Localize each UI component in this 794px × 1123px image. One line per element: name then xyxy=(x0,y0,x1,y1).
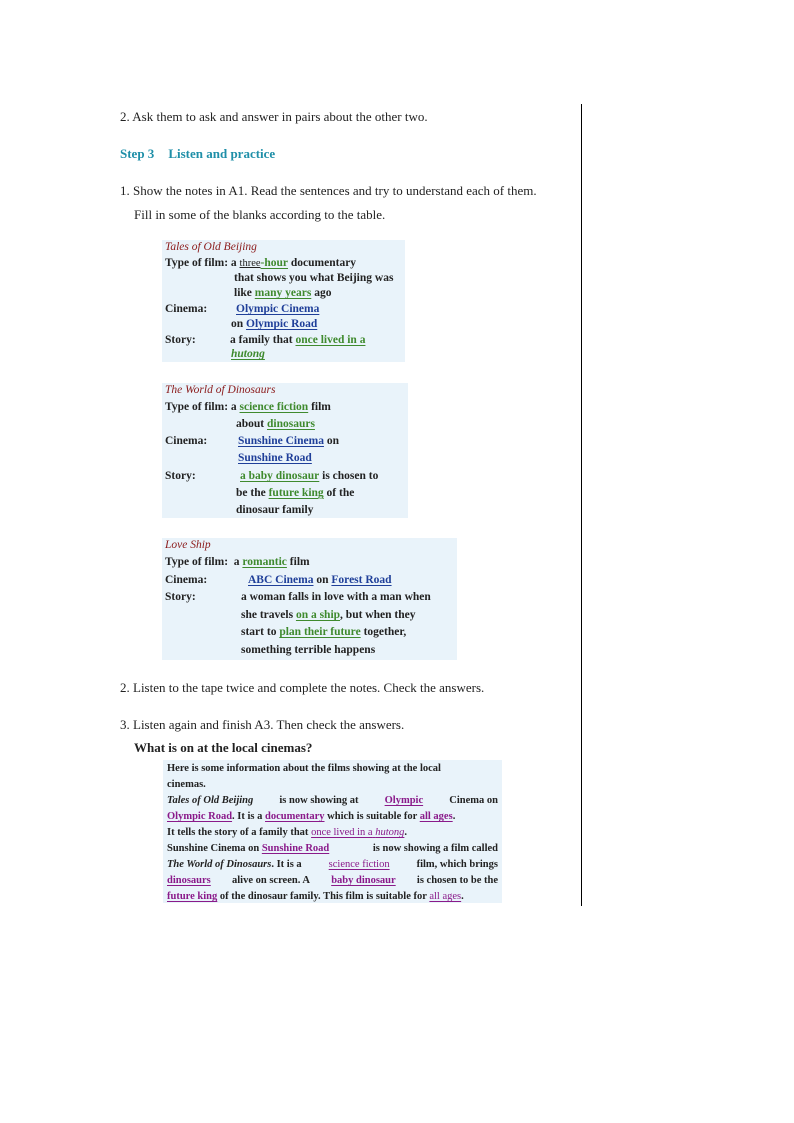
film2-about-row xyxy=(236,417,315,431)
word: start to xyxy=(241,626,277,638)
step-title: Listen and practice xyxy=(168,146,276,161)
word: she travels xyxy=(241,609,294,621)
type-label: Type of film: xyxy=(165,257,229,269)
film1-story-row xyxy=(230,333,365,347)
text: alive on screen. A xyxy=(232,875,310,886)
answer-lived xyxy=(311,827,404,838)
text: Sunshine Cinema on xyxy=(167,843,260,854)
answer-three: three xyxy=(239,258,261,269)
film2-type-row xyxy=(165,400,331,414)
passage-line xyxy=(167,810,498,823)
step-heading xyxy=(120,146,289,162)
film2-story-row xyxy=(240,469,378,483)
text: . xyxy=(404,827,408,838)
text: . It is a xyxy=(232,811,263,822)
answer-olympic: Olympic xyxy=(384,795,424,806)
film1-notes xyxy=(162,240,405,362)
word: be the xyxy=(236,487,266,499)
film3-title: Love Ship xyxy=(165,539,211,551)
answer-cinema: Sunshine Cinema xyxy=(238,435,324,447)
text: once lived in a xyxy=(311,827,373,838)
text: is now showing at xyxy=(279,795,359,806)
answer-cinema: Olympic Cinema xyxy=(236,303,320,315)
answer-about: dinosaurs xyxy=(267,418,315,430)
film1-like-row xyxy=(234,286,331,300)
film1-road-row xyxy=(231,317,317,331)
answer-documentary: documentary xyxy=(265,811,325,822)
text: It tells the story of a family that xyxy=(167,827,309,838)
film3-line: a woman falls in love with a man when xyxy=(241,591,431,603)
answer-lived: once lived in a xyxy=(295,334,366,346)
word: like xyxy=(234,287,252,299)
film1-line: that shows you what Beijing was xyxy=(234,272,394,284)
answer-hutong: hutong xyxy=(231,348,265,360)
step-number: Step 3 xyxy=(120,146,155,161)
film1-title: Tales of Old Beijing xyxy=(165,241,257,253)
text: of the dinosaur family. This film is suitable for xyxy=(219,891,427,902)
passage-line xyxy=(167,794,498,807)
answer-scifi: science fiction xyxy=(328,859,390,870)
film3-notes xyxy=(162,538,457,660)
type-label: Type of film: xyxy=(165,556,229,568)
word: film xyxy=(311,401,331,413)
word: a xyxy=(230,257,237,269)
word: together, xyxy=(363,626,407,638)
word: film xyxy=(289,556,310,568)
word: , but when they xyxy=(340,609,416,621)
answer-king: future king xyxy=(167,891,218,902)
film3-plan-row xyxy=(241,625,406,639)
text: film, which brings xyxy=(416,859,498,870)
word: of the xyxy=(326,487,355,499)
film-title: The World of Dinosaurs xyxy=(167,859,272,870)
answer-olympic-road: Olympic Road xyxy=(167,811,233,822)
answer-years: many years xyxy=(254,287,312,299)
answer-ship: on a ship xyxy=(295,609,341,621)
answer-genre: romantic xyxy=(242,556,287,568)
text: is now showing a film called xyxy=(372,843,498,854)
story-label: Story: xyxy=(165,470,196,482)
word: on xyxy=(326,435,339,447)
answer-cinema: ABC Cinema xyxy=(248,574,314,586)
word: on xyxy=(231,318,244,330)
text: hutong xyxy=(375,827,405,838)
film2-king-row xyxy=(236,486,354,500)
film2-title: The World of Dinosaurs xyxy=(165,384,276,396)
passage-box xyxy=(163,760,502,903)
answer-baby: baby dinosaur xyxy=(331,875,396,886)
word: a xyxy=(230,401,237,413)
word: about xyxy=(236,418,265,430)
cinema-label: Cinema: xyxy=(165,435,208,447)
answer-all-ages: all ages xyxy=(429,891,462,902)
text: is chosen to be the xyxy=(416,875,498,886)
answer-hour: -hour xyxy=(260,257,289,269)
answer-road: Sunshine Road xyxy=(238,452,312,464)
answer-dinosaurs: dinosaurs xyxy=(167,875,211,886)
passage-heading: What is on at the local cinemas? xyxy=(134,740,313,755)
word: on xyxy=(316,574,329,586)
intro-instruction: 2. Ask them to ask and answer in pairs about the other two. xyxy=(120,109,428,124)
word: a family that xyxy=(230,334,293,346)
cinema-label: Cinema: xyxy=(165,574,208,586)
film2-line: dinosaur family xyxy=(236,504,314,516)
task1-line2: Fill in some of the blanks according to the table. xyxy=(134,207,386,222)
film1-type-row xyxy=(165,256,356,271)
word: is chosen to xyxy=(322,470,379,482)
story-label: Story: xyxy=(165,334,196,346)
passage-line xyxy=(167,842,498,855)
margin-rule xyxy=(581,104,582,906)
answer-plan: plan their future xyxy=(279,626,361,638)
answer-genre: science fiction xyxy=(239,401,309,413)
word: documentary xyxy=(290,257,357,269)
type-label: Type of film: xyxy=(165,401,229,413)
text: . xyxy=(461,891,464,902)
text: . xyxy=(452,811,456,822)
passage-line xyxy=(167,858,498,871)
film3-line: something terrible happens xyxy=(241,644,376,656)
task1-line1: 1. Show the notes in A1. Read the sentences and try to understand each of them. xyxy=(120,183,537,198)
answer-sunshine-road: Sunshine Road xyxy=(261,843,330,854)
cinema-label: Cinema: xyxy=(165,303,208,315)
task3-instruction: 3. Listen again and finish A3. Then check the answers. xyxy=(120,717,405,732)
word: a xyxy=(233,556,240,568)
story-label: Story: xyxy=(165,591,196,603)
passage-line xyxy=(167,890,498,903)
answer-road: Forest Road xyxy=(331,574,392,586)
answer-king: future king xyxy=(268,487,324,499)
text: which is suitable for xyxy=(327,811,418,822)
film3-ship-row xyxy=(241,608,415,622)
answer-baby: a baby dinosaur xyxy=(240,470,320,482)
film2-notes xyxy=(162,383,408,518)
film3-cinema-row xyxy=(248,573,392,587)
answer-road: Olympic Road xyxy=(246,318,318,330)
film2-cinema-row xyxy=(238,434,339,448)
word: ago xyxy=(314,287,332,299)
text: . It is a xyxy=(271,859,302,870)
film3-type-row xyxy=(165,555,310,569)
passage-line xyxy=(167,874,498,887)
task2-instruction: 2. Listen to the tape twice and complete the notes. Check the answers. xyxy=(120,680,485,695)
answer-all-ages: all ages xyxy=(419,811,453,822)
text: Cinema on xyxy=(449,795,498,806)
passage-line: Here is some information about the films showing at the local xyxy=(167,763,441,774)
passage-line: cinemas. xyxy=(167,779,206,790)
passage-line xyxy=(167,826,498,839)
film-title: Tales of Old Beijing xyxy=(167,795,254,806)
